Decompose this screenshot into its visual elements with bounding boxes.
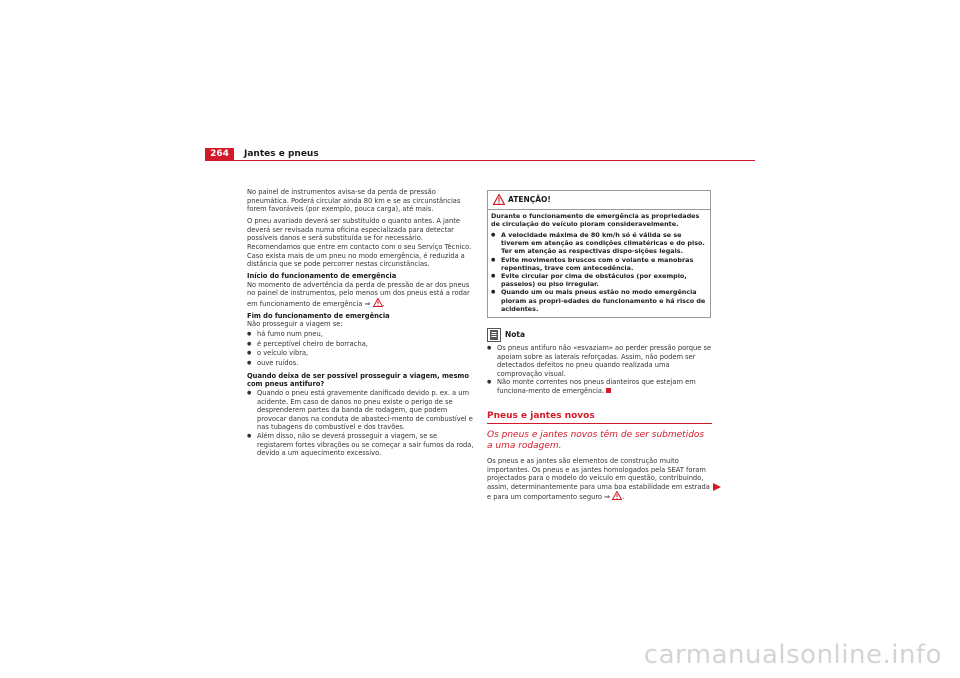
bullet-icon: [491, 256, 501, 272]
page-number: 264: [205, 148, 234, 160]
list-item: ● ouve ruídos.: [247, 359, 475, 369]
bullet-icon: [487, 378, 497, 395]
warning-header: [488, 191, 710, 210]
paragraph: No momento de advertência da perda de pressão de ar dos pneus no painel de instrumentos, pelo menos um dos pneus está a rodar em funcionamento de emergência ⇒ .: [247, 280, 470, 308]
list-item: ● há fumo num pneu,: [247, 330, 475, 340]
bullet-icon: [247, 340, 257, 350]
continue-arrow-icon: [712, 482, 722, 492]
page-header: [205, 148, 755, 160]
header-divider: [205, 160, 755, 161]
warning-triangle-icon: [612, 491, 622, 500]
section-subtitle: Os pneus e jantes novos têm de ser submetidos a uma rodagem.: [487, 430, 705, 451]
note-header: [487, 328, 712, 342]
paragraph: O pneu avariado deverá ser substituído o quanto antes. A jante deverá ser revisada numa oficina especializada para detectar possíveis danos e será substituída se for necessário. Recomendamos que entre em contacto com o seu Serviço Técnico. Caso exista mais de um pneu no modo emergência, é reduzida a distância que se pode percorrer nestas circunstâncias.: [247, 217, 472, 269]
list-item: ● o veículo vibra,: [247, 349, 475, 359]
paragraph: No painel de instrumentos avisa-se da perda de pressão pneumática. Poderá circular ainda 80 km e se as circunstâncias forem favoráveis (por exemplo, pouca carga), até mais.: [247, 188, 461, 214]
list-item: ● Os pneus antifuro não «esvaziam» ao perder pressão porque se apoiam sobre as laterais reforçadas. Assim, não podem ser detectados defeitos no pneu quando realizada uma comprovação visual.: [487, 344, 712, 378]
bullet-icon: [487, 344, 497, 378]
end-of-section-marker: [606, 388, 611, 393]
subheading: Quando deixa de ser possível prosseguir a viagem, mesmo com pneus antifuro?: [247, 371, 469, 389]
bullet-icon: [491, 231, 501, 256]
chapter-title: Jantes e pneus: [244, 149, 319, 159]
note-title: Nota: [505, 329, 526, 339]
list-item: ● Além disso, não se deverá prosseguir a viagem, se se registarem fortes vibrações ou se começar a sair fumos da roda, devido a um aquecimento excessivo.: [247, 432, 475, 458]
subheading: Início do funcionamento de emergência: [247, 272, 397, 281]
section-body: Os pneus e as jantes são elementos de construção muito importantes. Os pneus e as jantes homologados pela SEAT foram projectados para o modelo do veículo em questão, contribuindo, assim, determinantemente para uma boa estabilidade em estrada e para um comportamento seguro ⇒ .: [487, 457, 710, 502]
watermark: carmanualsonline.info: [643, 640, 942, 670]
warning-title: ATENÇÃO!: [508, 195, 551, 204]
note-icon: [487, 328, 501, 342]
list-item: ● Quando o pneu está gravemente danificado devido p. ex. a um acidente. Em caso de danos no pneu existe o perigo de se desprenderem partes da banda de rodagem, que podem provocar danos na conduta de abasteci-mento de combustível e nas tubagens do combustível e dos travões.: [247, 389, 475, 432]
paragraph: Não prosseguir a viagem se:: [247, 320, 343, 329]
warning-box: [487, 190, 711, 318]
list-item: ● A velocidade máxima de 80 km/h só é válida se se tiverem em atenção as condições climatéricas e do piso. Ter em atenção as respectivas dispo-sições legais.: [491, 231, 709, 256]
bullet-icon: [491, 272, 501, 288]
warning-intro: Durante o funcionamento de emergência as propriedades de circulação do veículo pioram consideravelmente.: [491, 212, 700, 229]
list-item: ● Quando um ou mais pneus estão no modo emergência pioram as propri-edades de funcionamento e há risco de acidentes.: [491, 288, 709, 313]
warning-triangle-icon: [493, 194, 505, 205]
list-item: ● Evite circular por cima de obstáculos (por exemplo, passeios) ou piso irregular.: [491, 272, 709, 288]
bullet-icon: [247, 359, 257, 369]
reference-arrow: ⇒: [364, 299, 371, 308]
bullet-icon: [247, 432, 257, 458]
bullet-icon: [247, 349, 257, 359]
bullet-icon: [491, 288, 501, 313]
warning-body: [491, 212, 709, 313]
left-column: [247, 188, 475, 458]
bullet-icon: [247, 330, 257, 340]
list-item: ● Evite movimentos bruscos com o volante e manobras repentinas, trave com antecedência.: [491, 256, 709, 272]
subheading: Fim do funcionamento de emergência: [247, 311, 390, 320]
paragraph-text: No momento de advertência da perda de pressão de ar dos pneus no painel de instrumentos, pelo menos um dos pneus está a rodar em funcionamento de emergência: [247, 280, 470, 308]
list-item: ● Não monte correntes nos pneus dianteiros que estejam em funciona-mento de emergência.: [487, 378, 712, 395]
list-item: ● é perceptível cheiro de borracha,: [247, 340, 475, 350]
warning-triangle-icon: [373, 298, 383, 307]
section-title: Pneus e jantes novos: [487, 411, 595, 421]
reference-arrow: ⇒: [604, 493, 611, 502]
bullet-icon: [247, 389, 257, 432]
section-divider: [487, 423, 712, 424]
note-section: [487, 328, 712, 396]
